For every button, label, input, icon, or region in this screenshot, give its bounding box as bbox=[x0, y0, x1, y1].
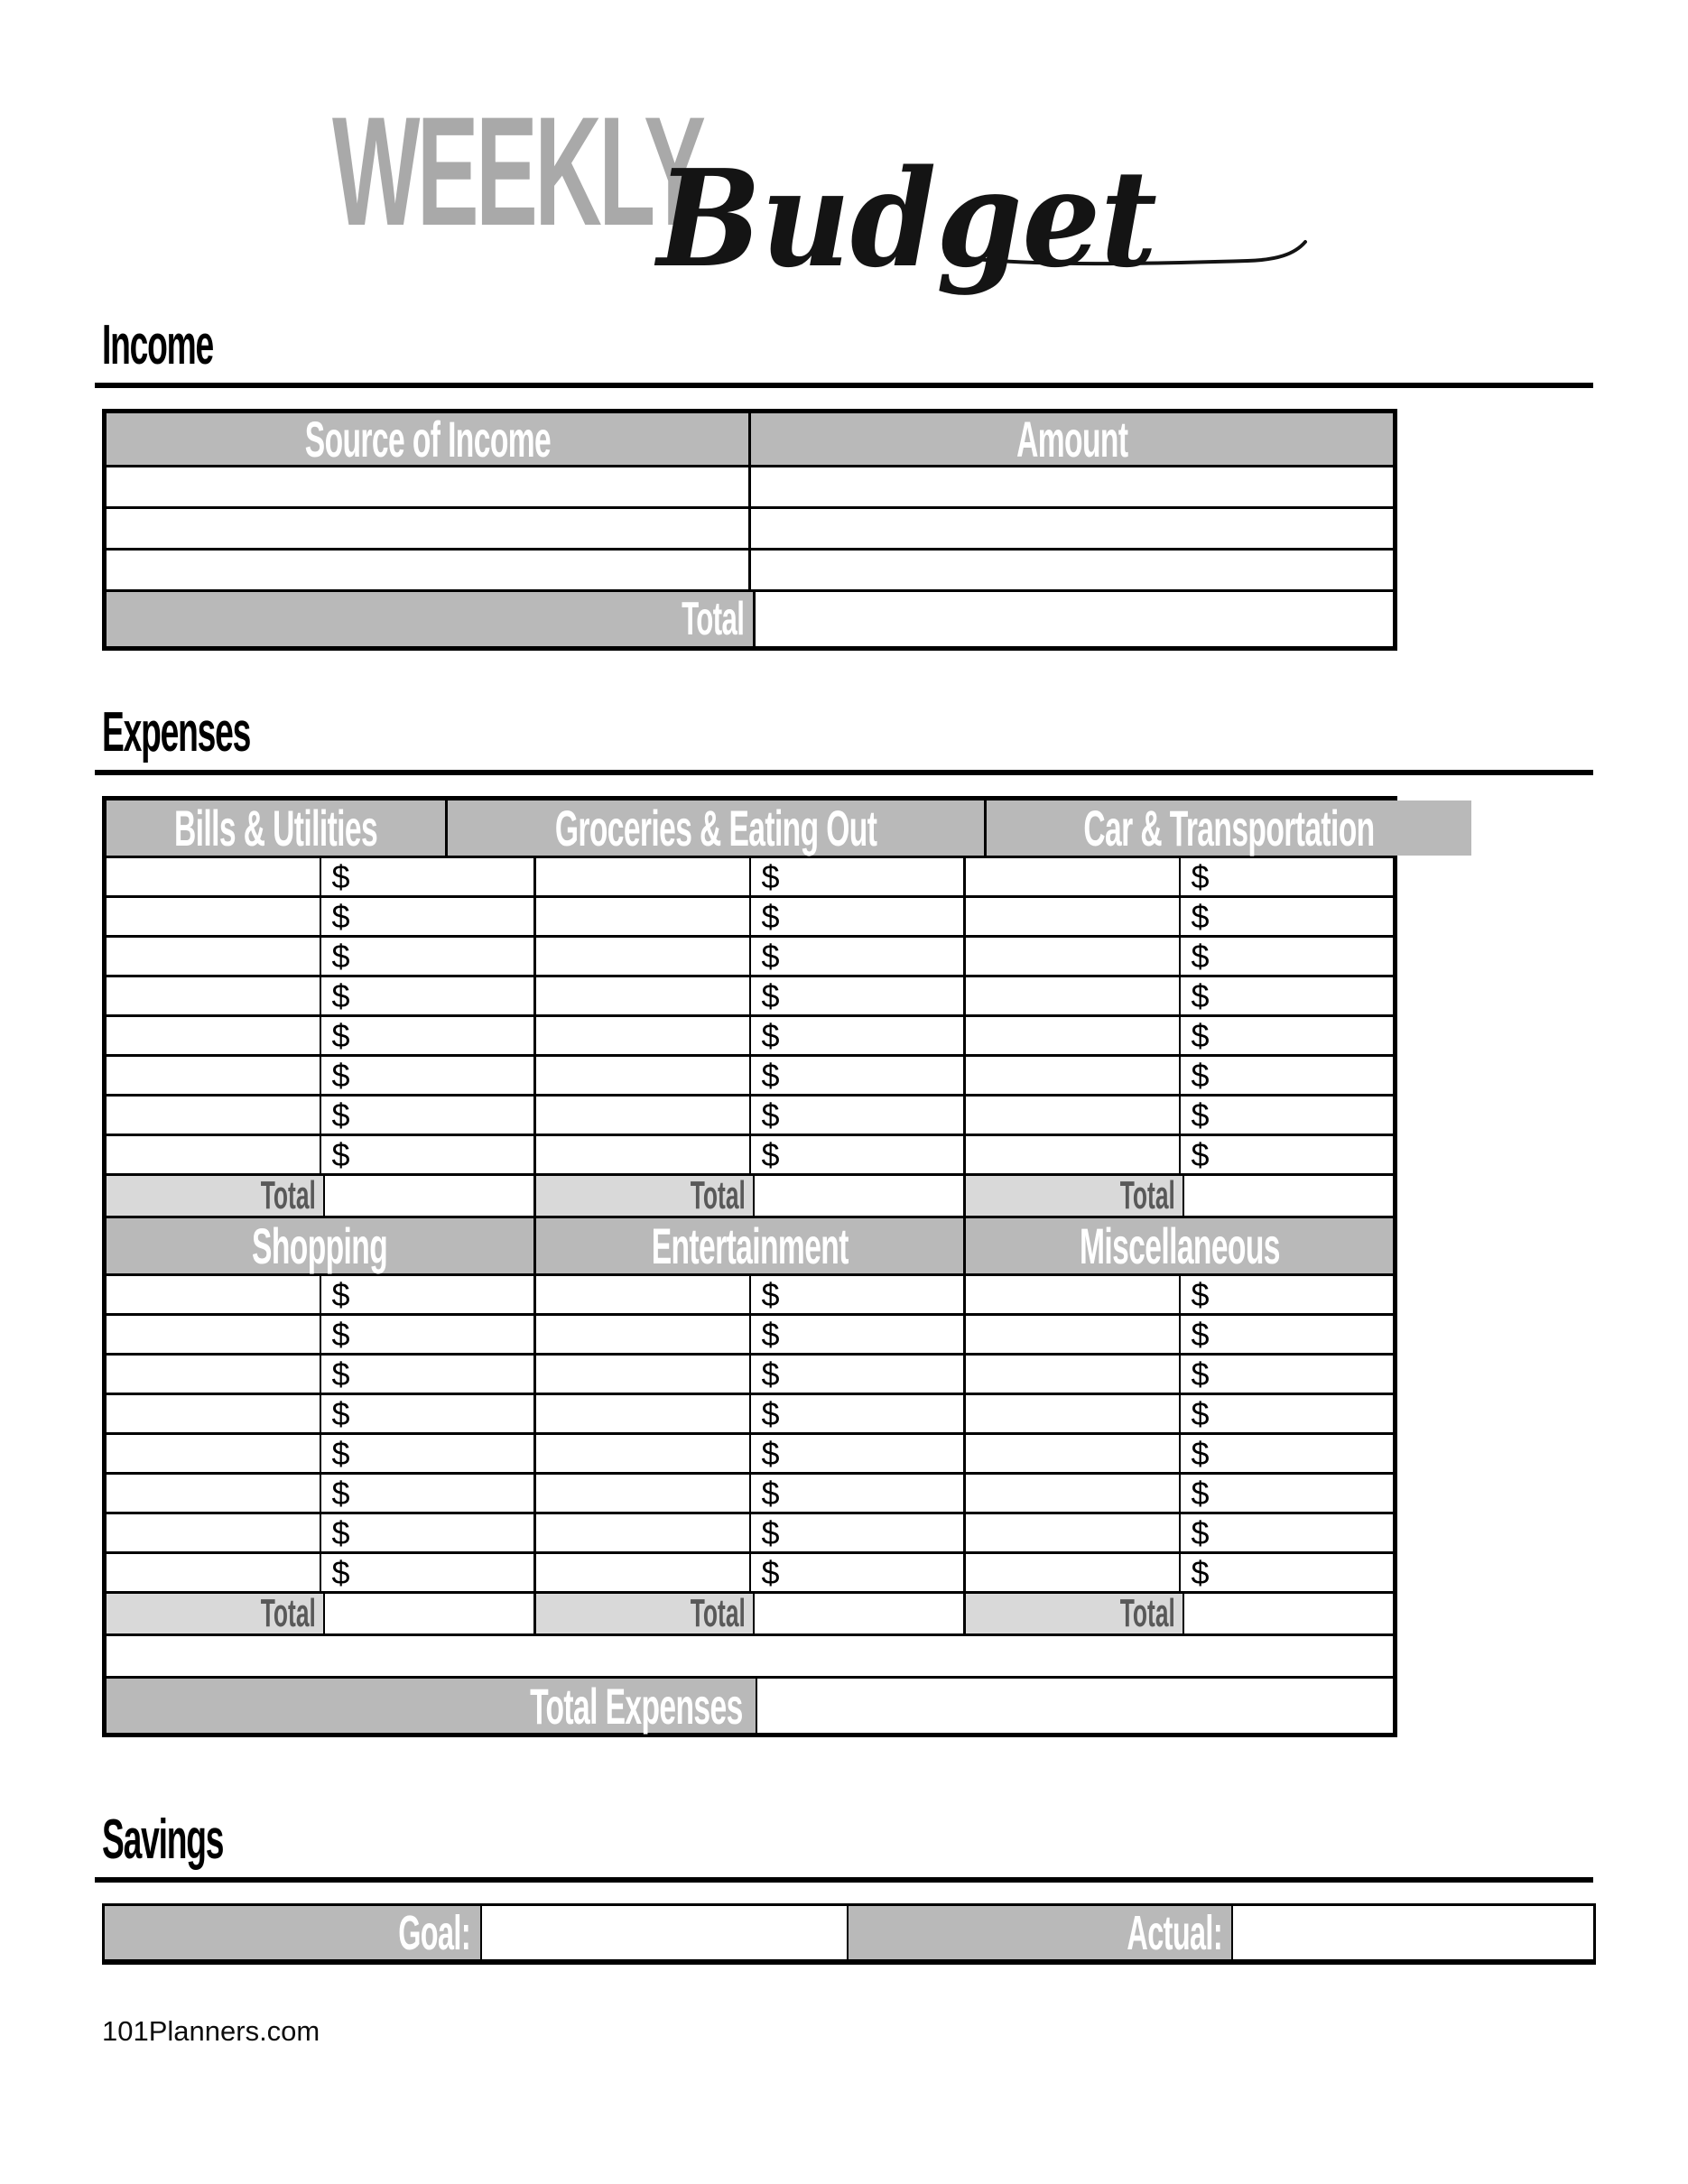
expense-amount-cell[interactable] bbox=[751, 938, 967, 975]
expense-amount-cell[interactable] bbox=[321, 1435, 537, 1472]
swash-line-icon bbox=[950, 236, 1311, 282]
currency-symbol: $ bbox=[761, 1016, 780, 1054]
expense-amount-cell[interactable] bbox=[321, 1276, 537, 1313]
expense-desc-cell[interactable] bbox=[107, 1475, 321, 1512]
expense-desc-cell[interactable] bbox=[966, 898, 1181, 935]
footer-site-name: 101Planners.com bbox=[102, 2015, 320, 2047]
expense-amount-cell[interactable] bbox=[321, 858, 537, 895]
currency-symbol: $ bbox=[761, 897, 780, 935]
expense-desc-cell[interactable] bbox=[107, 1017, 321, 1054]
expense-header-miscellaneous: Miscellaneous bbox=[966, 1218, 1393, 1273]
income-amount-cell[interactable] bbox=[751, 467, 1393, 506]
currency-symbol: $ bbox=[1191, 1513, 1210, 1551]
currency-symbol: $ bbox=[761, 1096, 780, 1134]
expense-amount-cell[interactable] bbox=[751, 1395, 967, 1432]
expense-desc-cell[interactable] bbox=[966, 1514, 1181, 1551]
expense-amount-cell[interactable] bbox=[1181, 898, 1394, 935]
currency-symbol: $ bbox=[331, 1474, 350, 1512]
expense-desc-cell[interactable] bbox=[966, 858, 1181, 895]
expense-amount-cell[interactable] bbox=[1181, 1097, 1394, 1134]
savings-actual-value-cell[interactable] bbox=[1233, 1906, 1593, 1959]
currency-symbol: $ bbox=[1191, 1135, 1210, 1173]
expense-desc-cell[interactable] bbox=[536, 938, 751, 975]
expense-row bbox=[107, 1435, 1393, 1475]
income-heading-rule bbox=[95, 383, 1593, 388]
expense-desc-cell[interactable] bbox=[536, 1475, 751, 1512]
expense-amount-cell[interactable] bbox=[751, 1356, 967, 1393]
income-blank-row bbox=[107, 509, 1393, 551]
expense-amount-cell[interactable] bbox=[751, 1475, 967, 1512]
currency-symbol: $ bbox=[761, 1513, 780, 1551]
expense-desc-cell[interactable] bbox=[536, 1356, 751, 1393]
expense-total-value-cell[interactable] bbox=[755, 1594, 967, 1633]
expense-amount-cell[interactable] bbox=[751, 1554, 967, 1591]
currency-symbol: $ bbox=[761, 937, 780, 975]
expense-desc-cell[interactable] bbox=[536, 1554, 751, 1591]
currency-symbol: $ bbox=[1191, 1016, 1210, 1054]
expense-total-value-cell[interactable] bbox=[1184, 1594, 1394, 1633]
savings-section bbox=[95, 1809, 1593, 1965]
expense-desc-cell[interactable] bbox=[107, 1057, 321, 1094]
expense-amount-cell[interactable] bbox=[321, 1316, 537, 1353]
income-source-cell[interactable] bbox=[107, 467, 751, 506]
currency-symbol: $ bbox=[1191, 1434, 1210, 1472]
currency-symbol: $ bbox=[331, 1016, 350, 1054]
expense-amount-cell[interactable] bbox=[751, 1514, 967, 1551]
savings-heading: Savings bbox=[102, 1809, 224, 1871]
expense-header-groceries: Groceries & Eating Out bbox=[448, 800, 987, 856]
currency-symbol: $ bbox=[761, 857, 780, 895]
expense-desc-cell[interactable] bbox=[536, 1514, 751, 1551]
income-total-label-cell: Total bbox=[107, 592, 756, 646]
expense-row bbox=[107, 1276, 1393, 1316]
expense-amount-cell[interactable] bbox=[321, 977, 537, 1014]
expense-desc-cell[interactable] bbox=[966, 1356, 1181, 1393]
expense-desc-cell[interactable] bbox=[107, 1276, 321, 1313]
expense-row bbox=[107, 1017, 1393, 1057]
income-blank-row bbox=[107, 467, 1393, 509]
currency-symbol: $ bbox=[331, 1315, 350, 1353]
expense-total-row bbox=[107, 1173, 1393, 1218]
expense-amount-cell[interactable] bbox=[321, 1097, 537, 1134]
total-expenses-row bbox=[107, 1679, 1393, 1733]
expense-amount-cell[interactable] bbox=[1181, 1316, 1394, 1353]
expense-amount-cell[interactable] bbox=[321, 1475, 537, 1512]
currency-symbol: $ bbox=[1191, 1315, 1210, 1353]
currency-symbol: $ bbox=[331, 1394, 350, 1432]
total-expenses-value-cell[interactable] bbox=[757, 1679, 1394, 1733]
expense-row bbox=[107, 898, 1393, 938]
currency-symbol: $ bbox=[1191, 857, 1210, 895]
currency-symbol: $ bbox=[331, 1553, 350, 1591]
expense-amount-cell[interactable] bbox=[751, 1097, 967, 1134]
expense-amount-cell[interactable] bbox=[1181, 1276, 1394, 1313]
expense-header-bills: Bills & Utilities bbox=[107, 800, 448, 856]
savings-row bbox=[105, 1906, 1593, 1959]
expense-desc-cell[interactable] bbox=[536, 858, 751, 895]
expenses-heading-rule bbox=[95, 770, 1593, 775]
expense-total-value-cell[interactable] bbox=[1184, 1176, 1394, 1216]
currency-symbol: $ bbox=[761, 1056, 780, 1094]
expense-desc-cell[interactable] bbox=[966, 1097, 1181, 1134]
expense-desc-cell[interactable] bbox=[107, 898, 321, 935]
currency-symbol: $ bbox=[761, 1355, 780, 1393]
expense-amount-cell[interactable] bbox=[1181, 1475, 1394, 1512]
expense-amount-cell[interactable] bbox=[1181, 977, 1394, 1014]
expense-desc-cell[interactable] bbox=[107, 1395, 321, 1432]
currency-symbol: $ bbox=[331, 1355, 350, 1393]
expense-desc-cell[interactable] bbox=[107, 1097, 321, 1134]
expense-desc-cell[interactable] bbox=[536, 1276, 751, 1313]
expenses-table bbox=[102, 796, 1397, 1737]
currency-symbol: $ bbox=[1191, 1275, 1210, 1313]
currency-symbol: $ bbox=[331, 857, 350, 895]
income-header-source: Source of Income bbox=[107, 413, 751, 465]
expense-amount-cell[interactable] bbox=[1181, 1395, 1394, 1432]
expense-row bbox=[107, 1475, 1393, 1514]
currency-symbol: $ bbox=[331, 1434, 350, 1472]
expense-header-car: Car & Transportation bbox=[987, 800, 1471, 856]
expense-desc-cell[interactable] bbox=[966, 1017, 1181, 1054]
income-amount-cell[interactable] bbox=[751, 551, 1393, 589]
expense-desc-cell[interactable] bbox=[536, 1017, 751, 1054]
expense-desc-cell[interactable] bbox=[966, 1057, 1181, 1094]
expense-amount-cell[interactable] bbox=[751, 1017, 967, 1054]
expense-desc-cell[interactable] bbox=[107, 858, 321, 895]
currency-symbol: $ bbox=[1191, 1553, 1210, 1591]
income-total-value-cell[interactable] bbox=[756, 592, 1393, 646]
currency-symbol: $ bbox=[331, 937, 350, 975]
expense-desc-cell[interactable] bbox=[536, 1395, 751, 1432]
currency-symbol: $ bbox=[331, 1135, 350, 1173]
expense-row bbox=[107, 1356, 1393, 1395]
title-weekly: WEEKLY bbox=[332, 85, 703, 258]
income-blank-row bbox=[107, 551, 1393, 592]
expense-desc-cell[interactable] bbox=[536, 1316, 751, 1353]
expense-amount-cell[interactable] bbox=[321, 1017, 537, 1054]
currency-symbol: $ bbox=[1191, 1394, 1210, 1432]
expense-desc-cell[interactable] bbox=[107, 1554, 321, 1591]
expense-amount-cell[interactable] bbox=[1181, 1057, 1394, 1094]
expense-row bbox=[107, 1136, 1393, 1176]
expense-amount-cell[interactable] bbox=[321, 938, 537, 975]
expense-total-label-cell: Total bbox=[107, 1176, 325, 1216]
total-expenses-label-cell: Total Expenses bbox=[107, 1679, 757, 1733]
expense-total-label-cell: Total bbox=[966, 1594, 1184, 1633]
expense-amount-cell[interactable] bbox=[1181, 938, 1394, 975]
expense-row bbox=[107, 858, 1393, 898]
expense-desc-cell[interactable] bbox=[536, 898, 751, 935]
expense-group-header-row bbox=[107, 1218, 1393, 1276]
expense-total-value-cell[interactable] bbox=[755, 1176, 967, 1216]
currency-symbol: $ bbox=[331, 1096, 350, 1134]
expense-amount-cell[interactable] bbox=[1181, 1514, 1394, 1551]
expense-total-row bbox=[107, 1591, 1393, 1636]
expense-amount-cell[interactable] bbox=[751, 1316, 967, 1353]
expense-desc-cell[interactable] bbox=[966, 1395, 1181, 1432]
expense-desc-cell[interactable] bbox=[966, 938, 1181, 975]
expense-amount-cell[interactable] bbox=[1181, 858, 1394, 895]
currency-symbol: $ bbox=[761, 1474, 780, 1512]
income-source-cell[interactable] bbox=[107, 551, 751, 589]
currency-symbol: $ bbox=[1191, 897, 1210, 935]
expense-total-label-cell: Total bbox=[536, 1594, 755, 1633]
spacer-cell bbox=[107, 1636, 1393, 1676]
currency-symbol: $ bbox=[1191, 937, 1210, 975]
savings-table bbox=[102, 1903, 1596, 1965]
expense-row bbox=[107, 1554, 1393, 1594]
income-total-row bbox=[107, 592, 1393, 646]
expense-row bbox=[107, 977, 1393, 1017]
savings-actual-label-cell: Actual: bbox=[849, 1906, 1233, 1959]
expense-desc-cell[interactable] bbox=[966, 1276, 1181, 1313]
expense-desc-cell[interactable] bbox=[107, 938, 321, 975]
expense-amount-cell[interactable] bbox=[751, 1435, 967, 1472]
income-amount-cell[interactable] bbox=[751, 509, 1393, 548]
currency-symbol: $ bbox=[761, 1315, 780, 1353]
expense-desc-cell[interactable] bbox=[536, 1057, 751, 1094]
expense-amount-cell[interactable] bbox=[321, 1554, 537, 1591]
income-source-cell[interactable] bbox=[107, 509, 751, 548]
expense-amount-cell[interactable] bbox=[751, 858, 967, 895]
savings-goal-value-cell[interactable] bbox=[482, 1906, 849, 1959]
income-table bbox=[102, 409, 1397, 651]
expense-desc-cell[interactable] bbox=[107, 1136, 321, 1173]
expense-desc-cell[interactable] bbox=[536, 977, 751, 1014]
currency-symbol: $ bbox=[1191, 1474, 1210, 1512]
expense-desc-cell[interactable] bbox=[966, 1316, 1181, 1353]
expense-desc-cell[interactable] bbox=[107, 1514, 321, 1551]
expense-desc-cell[interactable] bbox=[966, 1475, 1181, 1512]
currency-symbol: $ bbox=[761, 976, 780, 1014]
income-heading: Income bbox=[102, 314, 214, 376]
expense-desc-cell[interactable] bbox=[107, 1316, 321, 1353]
expense-amount-cell[interactable] bbox=[1181, 1554, 1394, 1591]
expense-group-header-row bbox=[107, 800, 1393, 858]
expense-desc-cell[interactable] bbox=[966, 1435, 1181, 1472]
savings-goal-label-cell: Goal: bbox=[105, 1906, 482, 1959]
currency-symbol: $ bbox=[761, 1553, 780, 1591]
currency-symbol: $ bbox=[761, 1434, 780, 1472]
currency-symbol: $ bbox=[1191, 976, 1210, 1014]
income-header-amount: Amount bbox=[751, 413, 1393, 465]
expense-desc-cell[interactable] bbox=[966, 1136, 1181, 1173]
expense-amount-cell[interactable] bbox=[321, 1136, 537, 1173]
currency-symbol: $ bbox=[761, 1275, 780, 1313]
expense-amount-cell[interactable] bbox=[321, 1514, 537, 1551]
expense-desc-cell[interactable] bbox=[536, 1097, 751, 1134]
expense-total-label-cell: Total bbox=[966, 1176, 1184, 1216]
expense-desc-cell[interactable] bbox=[536, 1435, 751, 1472]
expense-desc-cell[interactable] bbox=[107, 1356, 321, 1393]
expense-row bbox=[107, 1395, 1393, 1435]
currency-symbol: $ bbox=[331, 1056, 350, 1094]
savings-heading-rule bbox=[95, 1877, 1593, 1883]
expense-desc-cell[interactable] bbox=[966, 1554, 1181, 1591]
currency-symbol: $ bbox=[1191, 1096, 1210, 1134]
expense-amount-cell[interactable] bbox=[751, 898, 967, 935]
expense-header-entertainment: Entertainment bbox=[536, 1218, 966, 1273]
expense-amount-cell[interactable] bbox=[321, 1395, 537, 1432]
expenses-heading: Expenses bbox=[102, 701, 251, 763]
expense-row bbox=[107, 1316, 1393, 1356]
expense-desc-cell[interactable] bbox=[107, 1435, 321, 1472]
expense-total-label-cell: Total bbox=[536, 1176, 755, 1216]
expense-row bbox=[107, 1057, 1393, 1097]
expense-header-shopping: Shopping bbox=[107, 1218, 536, 1273]
expense-amount-cell[interactable] bbox=[751, 1057, 967, 1094]
currency-symbol: $ bbox=[331, 1275, 350, 1313]
currency-symbol: $ bbox=[761, 1135, 780, 1173]
expense-total-label-cell: Total bbox=[107, 1594, 325, 1633]
title-budget-script: Budget bbox=[657, 140, 1158, 297]
expense-row bbox=[107, 1097, 1393, 1136]
currency-symbol: $ bbox=[331, 976, 350, 1014]
expense-amount-cell[interactable] bbox=[1181, 1435, 1394, 1472]
expense-spacer-row bbox=[107, 1636, 1393, 1679]
expense-amount-cell[interactable] bbox=[1181, 1356, 1394, 1393]
currency-symbol: $ bbox=[331, 1513, 350, 1551]
expense-desc-cell[interactable] bbox=[536, 1136, 751, 1173]
expense-amount-cell[interactable] bbox=[321, 898, 537, 935]
income-header-row bbox=[107, 413, 1393, 467]
currency-symbol: $ bbox=[761, 1394, 780, 1432]
expense-total-value-cell[interactable] bbox=[325, 1594, 537, 1633]
expense-amount-cell[interactable] bbox=[1181, 1136, 1394, 1173]
expense-desc-cell[interactable] bbox=[107, 977, 321, 1014]
expense-amount-cell[interactable] bbox=[321, 1356, 537, 1393]
expense-amount-cell[interactable] bbox=[321, 1057, 537, 1094]
expense-row bbox=[107, 1514, 1393, 1554]
currency-symbol: $ bbox=[1191, 1355, 1210, 1393]
expense-amount-cell[interactable] bbox=[751, 977, 967, 1014]
expense-amount-cell[interactable] bbox=[751, 1136, 967, 1173]
expense-amount-cell[interactable] bbox=[1181, 1017, 1394, 1054]
currency-symbol: $ bbox=[331, 897, 350, 935]
income-section bbox=[95, 314, 1593, 651]
expense-desc-cell[interactable] bbox=[966, 977, 1181, 1014]
expense-row bbox=[107, 938, 1393, 977]
expense-amount-cell[interactable] bbox=[751, 1276, 967, 1313]
expenses-section bbox=[95, 701, 1593, 1737]
expense-total-value-cell[interactable] bbox=[325, 1176, 537, 1216]
currency-symbol: $ bbox=[1191, 1056, 1210, 1094]
